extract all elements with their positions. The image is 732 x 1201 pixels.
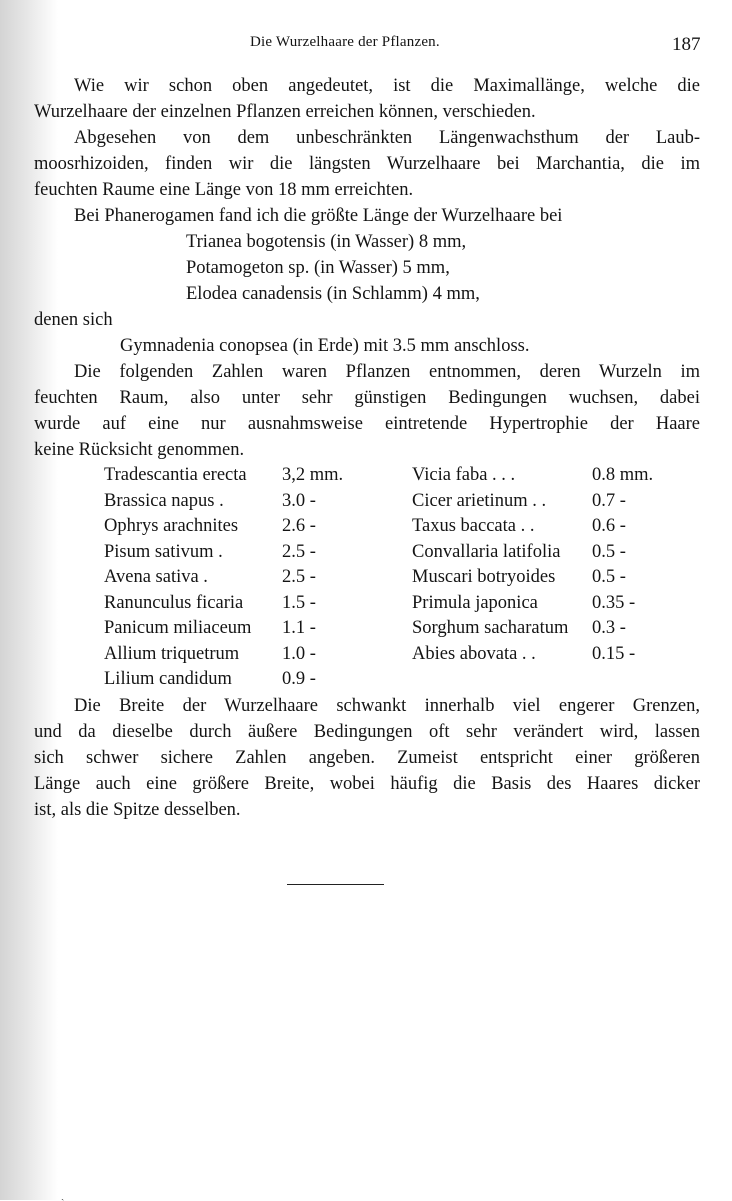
species-name: Sorghum sacharatum xyxy=(412,618,569,638)
paragraph-folgende-zahlen xyxy=(34,359,700,463)
body-text xyxy=(34,73,700,823)
paragraph-laubmoos xyxy=(34,125,700,203)
length-value: 2.5 - xyxy=(282,567,316,587)
species-name: Brassica napus . xyxy=(104,490,224,511)
length-value: 1.1 - xyxy=(282,618,316,638)
length-value: 1.0 - xyxy=(282,643,316,664)
table-row xyxy=(104,514,682,540)
table-row xyxy=(104,667,682,693)
species-name: Muscari botryoides xyxy=(412,567,556,587)
text-line: und da dieselbe durch äußere Bedingungen oft sehr verändert wird, lassen xyxy=(34,721,700,742)
end-rule xyxy=(287,884,384,885)
text-line: ist, als die Spitze desselben. xyxy=(34,799,241,820)
table-row xyxy=(104,540,682,566)
table-row xyxy=(104,642,682,668)
specimen-line: Gymnadenia conopsea (in Erde) mit 3.5 mm anschloss. xyxy=(120,336,530,356)
species-name: Vicia faba . . . xyxy=(412,465,516,485)
text-line: Die folgenden Zahlen waren Pflanzen entnommen, deren Wurzeln im xyxy=(74,362,700,382)
species-name: Panicum miliaceum xyxy=(104,618,252,638)
length-value: 1.5 - xyxy=(282,592,316,613)
species-name: Abies abovata . . xyxy=(412,643,536,664)
length-value: 3.0 - xyxy=(282,490,316,511)
text-line: Länge auch eine größere Breite, wobei häufig die Basis des Haares dicker xyxy=(34,773,700,794)
table-row xyxy=(104,565,682,591)
length-value: 2.6 - xyxy=(282,516,316,536)
text-line: Abgesehen von dem unbeschränkten Längenwachsthum der Laub- xyxy=(74,128,700,148)
species-name: Tradescantia erecta xyxy=(104,465,247,485)
species-name: Pisum sativum . xyxy=(104,541,223,562)
text-line: keine Rücksicht genommen. xyxy=(34,440,245,460)
print-speck: ˎ xyxy=(61,1190,65,1201)
text-line: Die Breite der Wurzelhaare schwankt innerhalb viel engerer Grenzen, xyxy=(74,695,700,716)
length-value: 0.35 - xyxy=(592,592,636,613)
text-line: Wurzelhaare der einzelnen Pflanzen erreichen können, verschieden. xyxy=(34,102,536,122)
species-name: Convallaria latifolia xyxy=(412,541,561,562)
species-name: Ranunculus ficaria xyxy=(104,592,244,613)
species-name: Primula japonica xyxy=(412,592,538,613)
length-value: 0.9 - xyxy=(282,669,316,689)
length-value: 0.7 - xyxy=(592,490,626,511)
species-name: Cicer arietinum . . xyxy=(412,490,547,511)
length-value: 0.6 - xyxy=(592,516,626,536)
length-value: 0.5 - xyxy=(592,541,626,562)
length-value: 0.8 mm. xyxy=(592,465,654,485)
text-line: wurde auf eine nur ausnahmsweise eintretende Hypertrophie der Haare xyxy=(34,414,700,434)
species-name: Lilium candidum xyxy=(104,669,232,689)
species-name: Taxus baccata . . xyxy=(412,516,535,536)
length-value: 0.15 - xyxy=(592,643,636,664)
length-value: 3,2 mm. xyxy=(282,465,344,485)
root-hair-length-table xyxy=(104,463,682,693)
length-value xyxy=(592,667,682,693)
text-line: moosrhizoiden, finden wir die längsten Wurzelhaare bei Marchantia, die im xyxy=(34,154,700,174)
list-item: Potamogeton sp. (in Wasser) 5 mm, xyxy=(186,258,450,278)
list-item: Trianea bogotensis (in Wasser) 8 mm, xyxy=(186,232,467,252)
length-value: 0.3 - xyxy=(592,618,626,638)
text-line: feuchten Raume eine Länge von 18 mm erreichten. xyxy=(34,180,414,200)
paragraph-maximallaenge xyxy=(34,73,700,125)
running-title: Die Wurzelhaare der Pflanzen. xyxy=(250,34,440,50)
text-line: sich schwer sichere Zahlen angeben. Zumeist entspricht einer größeren xyxy=(34,747,700,768)
species-name: Ophrys arachnites xyxy=(104,516,239,536)
phanerogamen-intro: Bei Phanerogamen fand ich die größte Länge der Wurzelhaare bei xyxy=(74,206,563,226)
text-line: feuchten Raum, also unter sehr günstigen Bedingungen wuchsen, dabei xyxy=(34,388,700,408)
text-line: Wie wir schon oben angedeutet, ist die Maximallänge, welche die xyxy=(74,76,700,96)
length-value: 0.5 - xyxy=(592,567,626,587)
species-name: Avena sativa . xyxy=(104,567,208,587)
page-number: 187 xyxy=(672,34,701,55)
length-value: 2.5 - xyxy=(282,541,316,562)
paragraph-breite xyxy=(34,693,700,823)
species-name xyxy=(412,667,592,693)
list-item: Elodea canadensis (in Schlamm) 4 mm, xyxy=(186,284,480,304)
connector-text: denen sich xyxy=(34,310,113,330)
table-row xyxy=(104,616,682,642)
table-row xyxy=(104,591,682,617)
species-name: Allium triquetrum xyxy=(104,643,240,664)
table-row xyxy=(104,463,682,489)
table-row xyxy=(104,489,682,515)
